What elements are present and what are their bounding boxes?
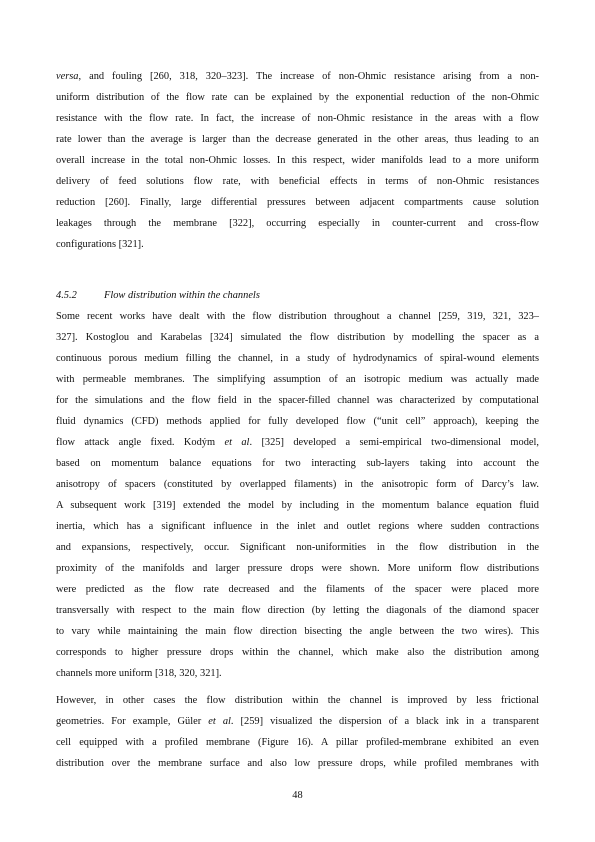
- text-line: delivery of feed solutions flow rate, with beneficial effects in terms of non-Ohmic resistances: [56, 176, 539, 187]
- text-line: uniform distribution of the flow rate can be explained by the exponential reduction of the non-Ohmic: [56, 92, 539, 103]
- text-line: rate lower than the average is larger than the decrease generated in the other areas, thus leading to an: [56, 134, 539, 145]
- text-span: flow attack angle fixed. Kodým: [56, 437, 225, 448]
- text-line: proximity of the manifolds and larger pressure drops were shown. More uniform flow distributions: [56, 563, 539, 574]
- section-number: 4.5.2: [56, 290, 77, 301]
- text-line: cell equipped with a profiled membrane (Figure 16). A pillar profiled-membrane exhibited an even: [56, 737, 539, 748]
- text-line: to vary while maintaining the main flow direction bisecting the angle between the two wires). This: [56, 626, 539, 637]
- text-line: fluid dynamics (CFD) methods applied for fully developed flow (“unit cell” approach), keeping the: [56, 416, 539, 427]
- text-span: , and fouling [260, 318, 320–323]. The increase of non-Ohmic resistance arising from a non-: [78, 71, 539, 82]
- text-line: configurations [321].: [56, 239, 144, 250]
- paragraph-profiled-membranes: [56, 690, 539, 774]
- section-heading: [56, 285, 539, 306]
- paragraph-flow-distribution: [56, 306, 539, 684]
- paragraph-manifold-effects: [56, 66, 539, 255]
- text-line: overall increase in the total non-Ohmic losses. In this respect, wider manifolds lead to a more uniform: [56, 155, 539, 166]
- italic-text: versa: [56, 71, 79, 82]
- text-line: were predicted as the flow rate decreased and the filaments of the spacer were placed more: [56, 584, 539, 595]
- text-line: based on momentum balance equations for two interacting sub-layers taking into account the: [56, 458, 539, 469]
- italic-text: et al: [208, 716, 231, 727]
- text-line: [56, 66, 539, 87]
- text-line: channels more uniform [318, 320, 321].: [56, 668, 222, 679]
- text-line: with permeable membranes. The simplifying assumption of an isotropic medium was actually made: [56, 374, 539, 385]
- text-line: 327]. Kostoglou and Karabelas [324] simulated the flow distribution by modelling the spacer as a: [56, 332, 539, 343]
- text-line: corresponds to higher pressure drops within the channel, which make also the distribution among: [56, 647, 539, 658]
- text-span: geometries. For example, Güler: [56, 716, 209, 727]
- text-line: resistance with the flow rate. In fact, the increase of non-Ohmic resistance in the areas with a flow: [56, 113, 539, 124]
- text-line: for the simulations and the flow field in the spacer-filled channel was characterized by computational: [56, 395, 539, 406]
- text-span: . [259] visualized the dispersion of a black ink in a transparent: [230, 716, 539, 727]
- text-line: [56, 711, 539, 732]
- text-line: A subsequent work [319] extended the model by including in the momentum balance equation fluid: [56, 500, 539, 511]
- section-spacer: [56, 255, 539, 285]
- text-line: transversally with respect to the main flow direction (by letting the diagonals of the diamond spacer: [56, 605, 539, 616]
- italic-text: et al: [224, 437, 250, 448]
- text-line: inertia, which has a significant influence in the inlet and outlet regions where sudden contractions: [56, 521, 539, 532]
- text-line: distribution over the membrane surface and also low pressure drops, while profiled membranes with: [56, 758, 539, 769]
- text-line: and expansions, respectively, occur. Significant non-uniformities in the flow distribution in the: [56, 542, 539, 553]
- section-title: Flow distribution within the channels: [104, 290, 260, 301]
- text-line: leakages through the membrane [322], occurring especially in counter-current and cross-flow: [56, 218, 539, 229]
- text-line: However, in other cases the flow distribution within the channel is improved by less frictional: [56, 695, 539, 706]
- text-line: anisotropy of spacers (constituted by overlapped filaments) in the anisotropic form of Darcy’s law.: [56, 479, 539, 490]
- page-number: 48: [292, 790, 303, 801]
- text-span: . [325] developed a semi-empirical two-dimensional model,: [249, 437, 539, 448]
- text-line: reduction [260]. Finally, large differential pressures between adjacent compartments cause solution: [56, 197, 539, 208]
- text-line: [56, 432, 539, 453]
- page-body: [56, 66, 539, 774]
- text-line: Some recent works have dealt with the flow distribution throughout a channel [259, 319, 321, 323–: [56, 311, 539, 322]
- text-line: continuous porous medium filling the channel, in a study of hydrodynamics of spiral-wound elements: [56, 353, 539, 364]
